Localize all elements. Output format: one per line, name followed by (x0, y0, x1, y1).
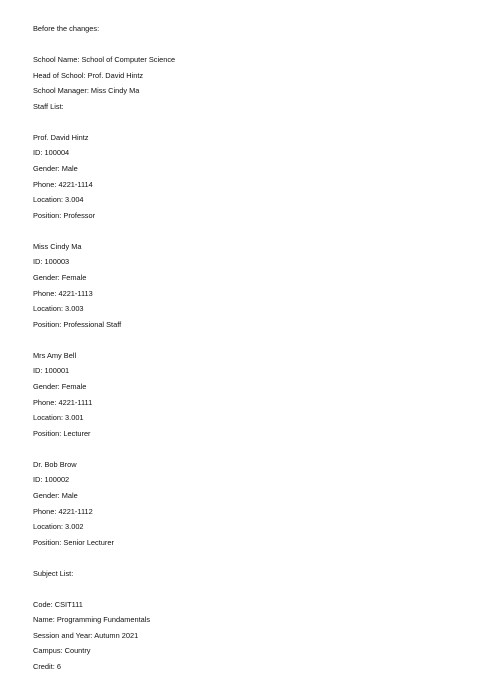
subject-code: Code: CSIT111 (33, 600, 83, 609)
staff-phone: Phone: 4221-1112 (33, 507, 93, 516)
staff-gender: Gender: Male (33, 164, 78, 173)
subject-list-label: Subject List: (33, 569, 74, 578)
head-of-school: Head of School: Prof. David Hintz (33, 71, 144, 80)
subject-credit: Credit: 6 (33, 662, 61, 671)
staff-location: Location: 3.002 (33, 522, 84, 531)
staff-position: Position: Lecturer (33, 429, 91, 438)
staff-phone: Phone: 4221-1111 (33, 398, 93, 407)
staff-phone: Phone: 4221-1114 (33, 180, 93, 189)
staff-name: Miss Cindy Ma (33, 242, 82, 251)
staff-list-label: Staff List: (33, 102, 64, 111)
staff-gender: Gender: Female (33, 382, 87, 391)
staff-location: Location: 3.001 (33, 413, 84, 422)
staff-name: Dr. Bob Brow (33, 460, 77, 469)
staff-name: Prof. David Hintz (33, 133, 89, 142)
staff-position: Position: Professor (33, 211, 96, 220)
school-name: School Name: School of Computer Science (33, 55, 176, 64)
staff-location: Location: 3.004 (33, 195, 84, 204)
staff-gender: Gender: Female (33, 273, 87, 282)
subject-campus: Campus: Country (33, 646, 91, 655)
school-manager: School Manager: Miss Cindy Ma (33, 86, 140, 95)
staff-phone: Phone: 4221-1113 (33, 289, 93, 298)
subject-name: Name: Programming Fundamentals (33, 615, 151, 624)
staff-name: Mrs Amy Bell (33, 351, 77, 360)
staff-id: ID: 100001 (33, 366, 70, 375)
subject-session: Session and Year: Autumn 2021 (33, 631, 139, 640)
staff-id: ID: 100003 (33, 257, 70, 266)
staff-id: ID: 100004 (33, 148, 70, 157)
staff-location: Location: 3.003 (33, 304, 84, 313)
staff-position: Position: Professional Staff (33, 320, 122, 329)
staff-gender: Gender: Male (33, 491, 78, 500)
intro-text: Before the changes: (33, 24, 100, 33)
staff-id: ID: 100002 (33, 475, 70, 484)
staff-position: Position: Senior Lecturer (33, 538, 114, 547)
